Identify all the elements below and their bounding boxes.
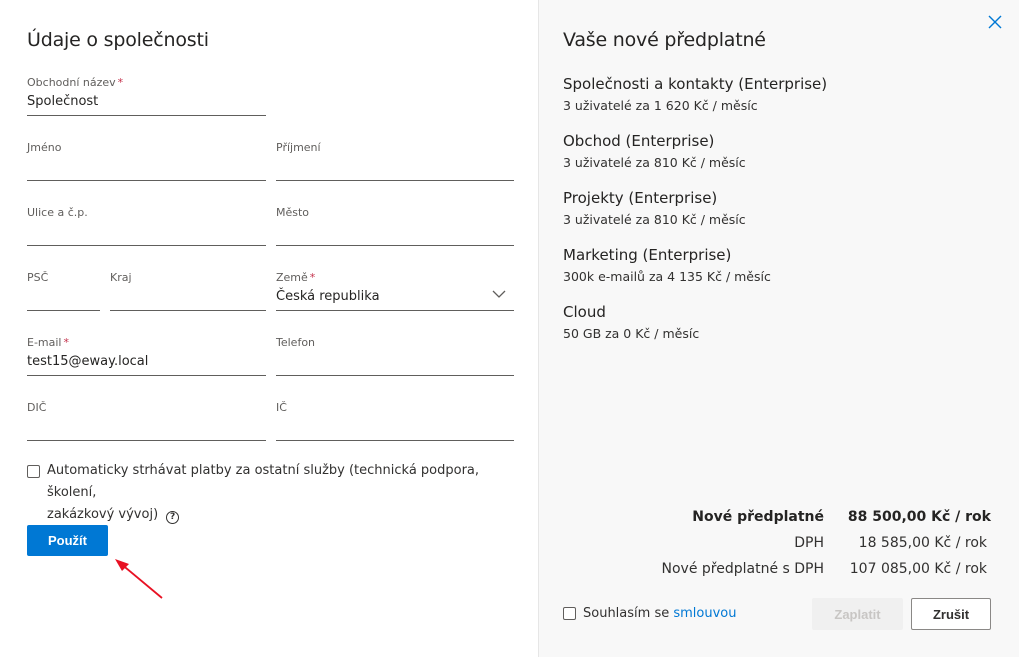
business-name-field[interactable] bbox=[27, 76, 266, 116]
city-label: Město bbox=[276, 206, 310, 219]
item-title: Společnosti a kontakty (Enterprise) bbox=[563, 75, 828, 93]
new-subscription-label: Nové předplatné bbox=[692, 509, 824, 525]
page-title: Údaje o společnosti bbox=[27, 29, 209, 51]
auto-charge-text-line2: zakázkový vývoj) bbox=[47, 507, 159, 522]
item-detail: 300k e-mailů za 4 135 Kč / měsíc bbox=[563, 269, 771, 284]
phone-field[interactable] bbox=[276, 336, 514, 376]
country-select[interactable] bbox=[276, 271, 514, 311]
item-title: Cloud bbox=[563, 303, 606, 321]
item-detail: 3 uživatelé za 810 Kč / měsíc bbox=[563, 155, 746, 170]
phone-label: Telefon bbox=[276, 336, 316, 349]
first-name-label: Jméno bbox=[27, 141, 62, 154]
apply-button[interactable]: Použít bbox=[27, 525, 108, 556]
required-marker: * bbox=[117, 76, 124, 89]
country-value: Česká republika bbox=[276, 289, 380, 304]
last-name-label: Příjmení bbox=[276, 141, 321, 154]
business-name-value: Společnost bbox=[27, 94, 99, 109]
zip-field[interactable] bbox=[27, 271, 100, 311]
item-detail: 3 uživatelé za 1 620 Kč / měsíc bbox=[563, 98, 758, 113]
agree-text: Souhlasím se bbox=[583, 606, 674, 621]
auto-charge-text-line1: Automaticky strhávat platby za ostatní služby (technická podpora, školení, bbox=[47, 463, 480, 500]
item-detail: 50 GB za 0 Kč / měsíc bbox=[563, 326, 700, 341]
country-label: Země bbox=[276, 271, 308, 284]
item-title: Projekty (Enterprise) bbox=[563, 189, 718, 207]
agree-label bbox=[583, 606, 737, 621]
email-label: E-mail bbox=[27, 336, 62, 349]
subscription-title: Vaše nové předplatné bbox=[563, 29, 766, 51]
last-name-field[interactable] bbox=[276, 141, 514, 181]
total-with-vat-value: 107 085,00 Kč / rok bbox=[849, 561, 987, 577]
city-field[interactable] bbox=[276, 206, 514, 246]
first-name-field[interactable] bbox=[27, 141, 266, 181]
new-subscription-value: 88 500,00 Kč / rok bbox=[847, 509, 991, 525]
required-marker: * bbox=[309, 271, 316, 284]
close-icon[interactable] bbox=[988, 15, 1002, 29]
required-marker: * bbox=[63, 336, 69, 349]
red-arrow-annotation bbox=[112, 556, 166, 602]
item-detail: 3 uživatelé za 810 Kč / měsíc bbox=[563, 212, 746, 227]
vat-label: DPH bbox=[794, 535, 824, 551]
help-icon[interactable]: ? bbox=[166, 511, 179, 524]
zip-label: PSČ bbox=[27, 271, 49, 284]
pay-button[interactable]: Zaplatit bbox=[812, 598, 903, 630]
vat-value: 18 585,00 Kč / rok bbox=[858, 535, 987, 551]
company-id-label: IČ bbox=[276, 401, 287, 414]
auto-charge-label[interactable] bbox=[47, 460, 517, 526]
vat-id-label: DIČ bbox=[27, 401, 47, 414]
region-label: Kraj bbox=[110, 271, 132, 284]
business-name-label: Obchodní název bbox=[27, 76, 116, 89]
street-label: Ulice a č.p. bbox=[27, 206, 88, 219]
auto-charge-checkbox[interactable] bbox=[27, 465, 40, 478]
street-field[interactable] bbox=[27, 206, 266, 246]
agree-checkbox[interactable] bbox=[563, 607, 576, 620]
email-value: test15@eway.local bbox=[27, 354, 149, 369]
cancel-button[interactable]: Zrušit bbox=[911, 598, 991, 630]
vat-id-field[interactable] bbox=[27, 401, 266, 441]
region-field[interactable] bbox=[110, 271, 266, 311]
chevron-down-icon[interactable] bbox=[492, 289, 506, 299]
total-with-vat-label: Nové předplatné s DPH bbox=[661, 561, 824, 577]
email-field[interactable] bbox=[27, 336, 266, 376]
company-id-field[interactable] bbox=[276, 401, 514, 441]
item-title: Obchod (Enterprise) bbox=[563, 132, 715, 150]
item-title: Marketing (Enterprise) bbox=[563, 246, 732, 264]
contract-link[interactable]: smlouvou bbox=[673, 606, 737, 621]
